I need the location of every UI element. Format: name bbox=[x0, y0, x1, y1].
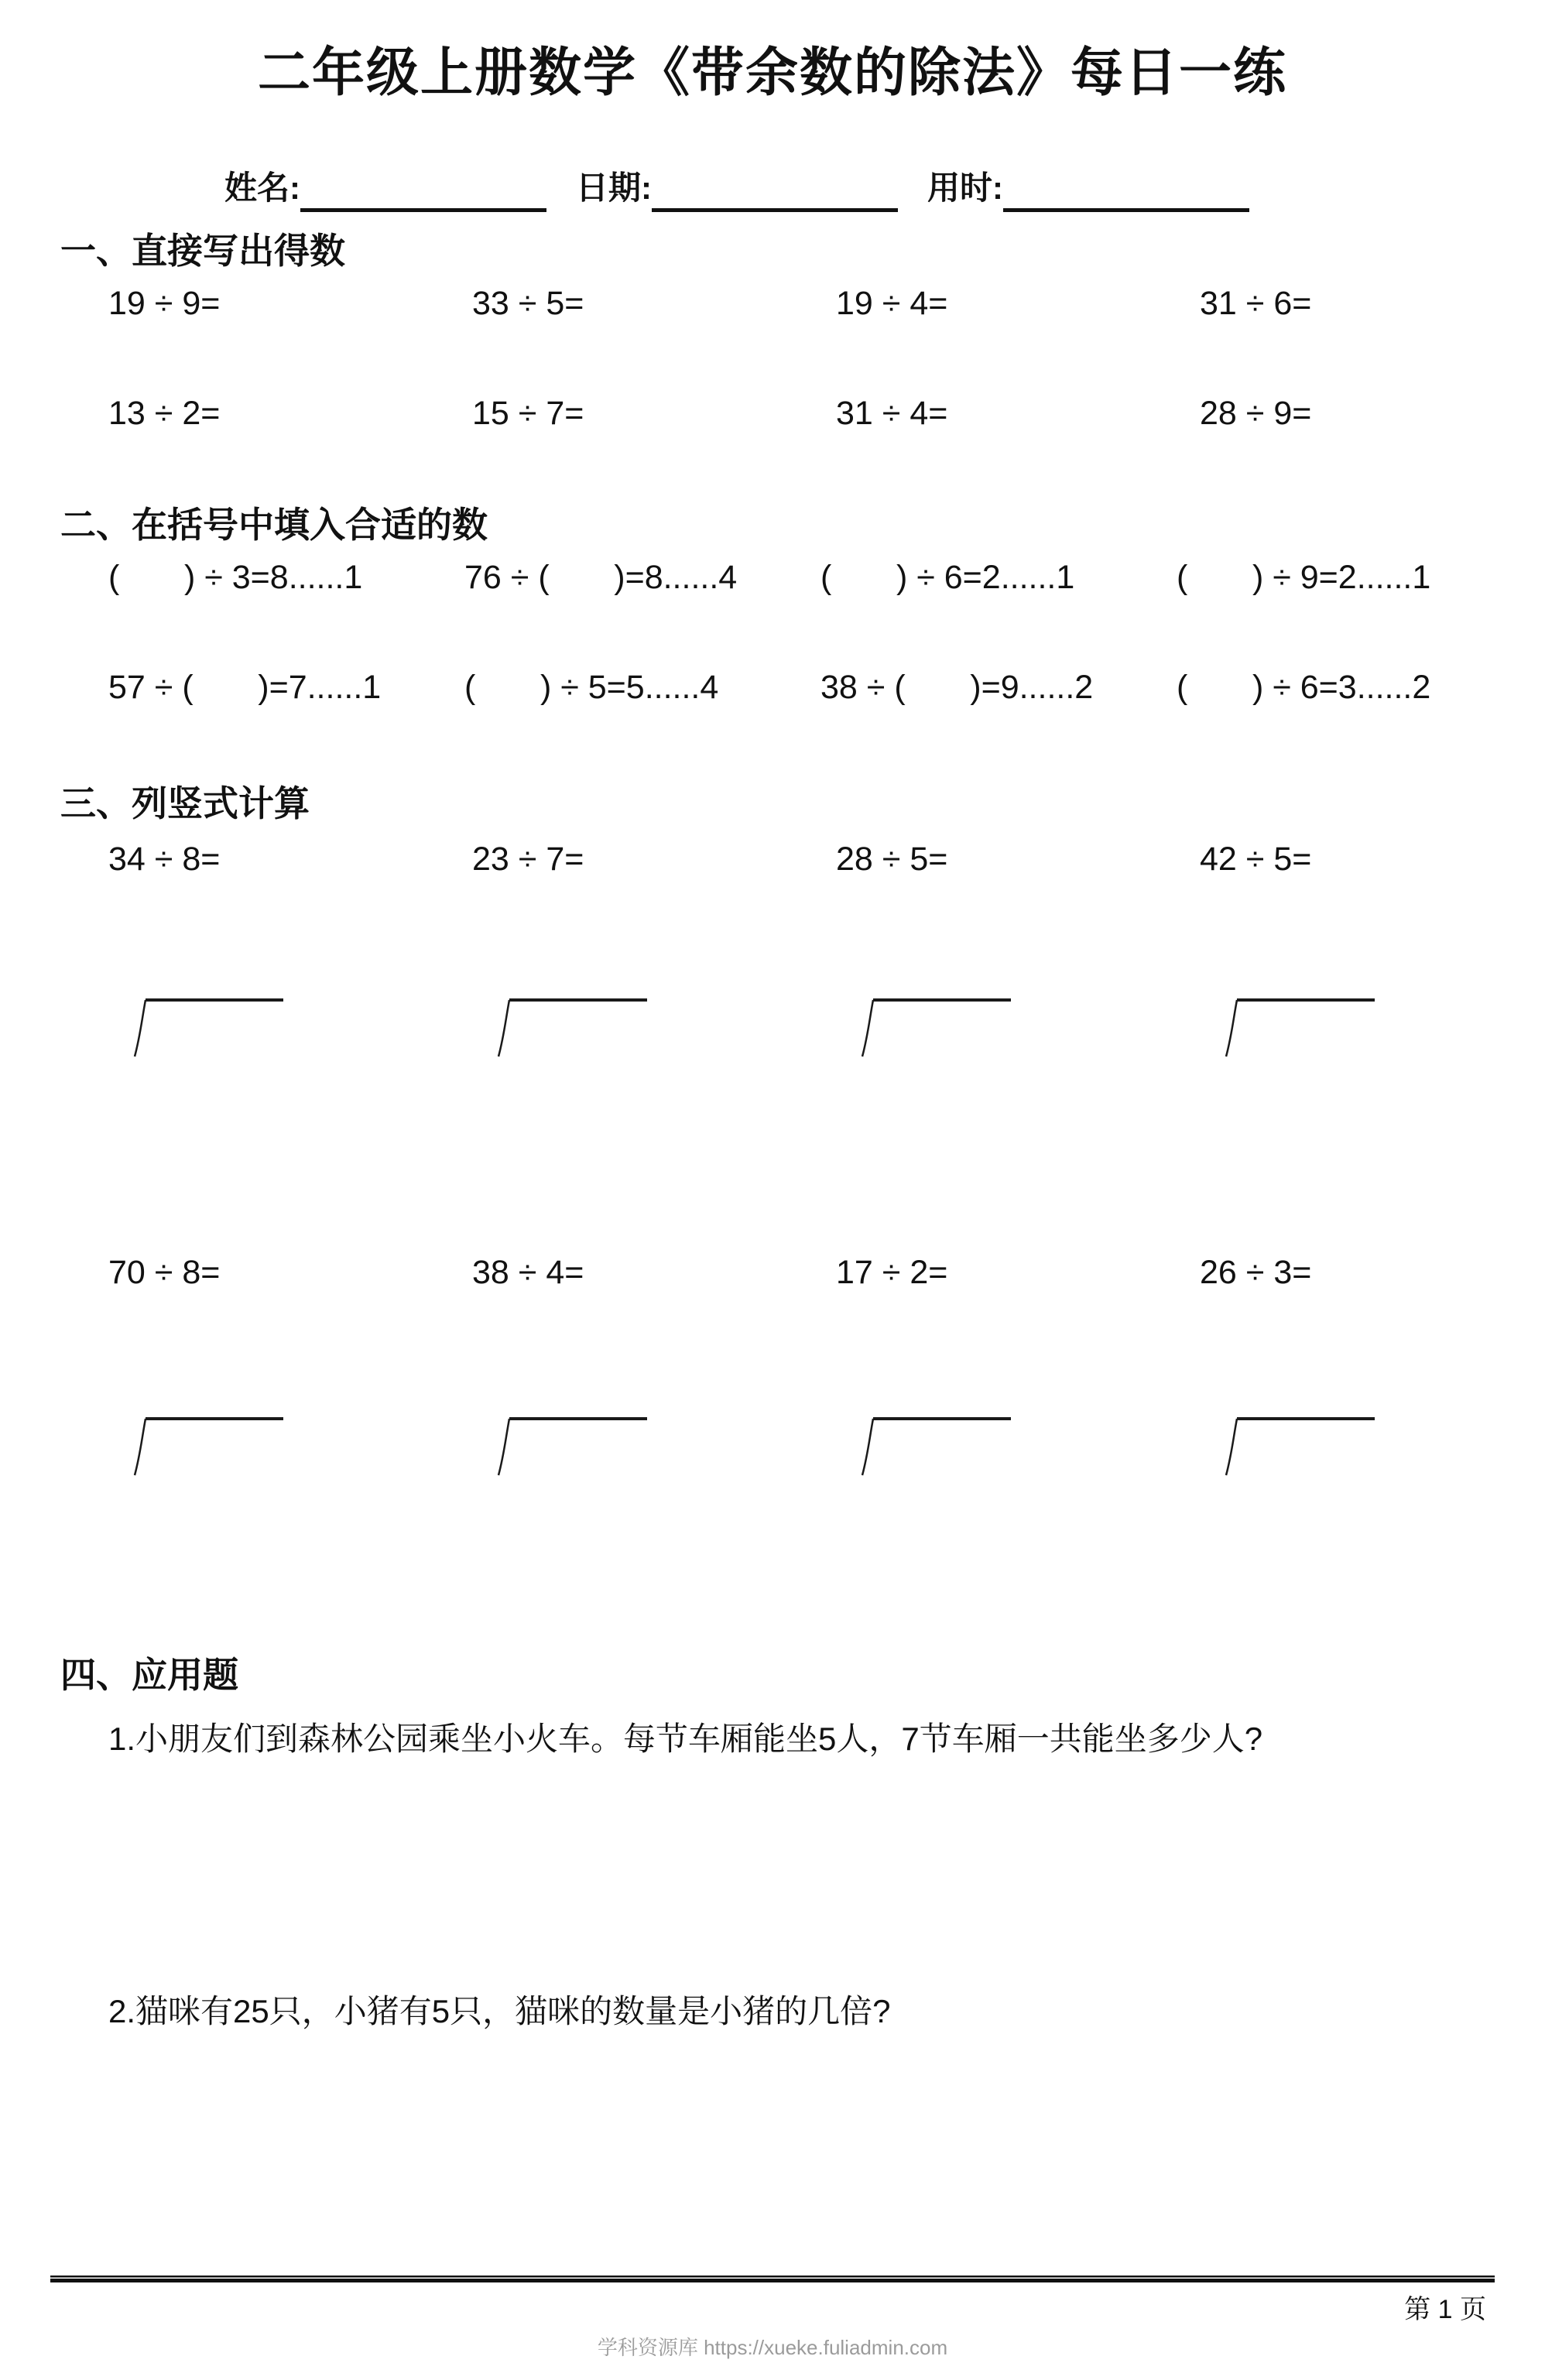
section2-heading: 二、在括号中填入合适的数 bbox=[60, 505, 488, 545]
time-blank-line bbox=[1003, 168, 1249, 212]
section2-row1 bbox=[0, 559, 1545, 596]
equation: 19 ÷ 9= bbox=[108, 285, 221, 322]
fill-blank-equation: ( ) ÷ 9=2......1 bbox=[1177, 559, 1431, 596]
long-division-bracket-icon bbox=[861, 1416, 1012, 1477]
equation: 28 ÷ 9= bbox=[1200, 395, 1312, 432]
long-division-bracket-row1 bbox=[0, 998, 1545, 1058]
section3-row1 bbox=[0, 841, 1545, 878]
fill-blank-equation: 76 ÷ ( )=8......4 bbox=[464, 559, 738, 596]
word-problem-2: 2.猫咪有25只，小猪有5只，猫咪的数量是小猪的几倍? bbox=[108, 1993, 891, 2029]
section1-row1 bbox=[0, 285, 1545, 322]
fill-blank-equation: ( ) ÷ 3=8......1 bbox=[108, 559, 363, 596]
equation: 38 ÷ 4= bbox=[472, 1254, 584, 1291]
student-info-line bbox=[0, 164, 1545, 212]
watermark-text: 学科资源库 https://xueke.fuliadmin.com bbox=[597, 2336, 948, 2359]
equation: 33 ÷ 5= bbox=[472, 285, 584, 322]
date-label: 日期: bbox=[576, 170, 652, 206]
long-division-bracket-icon bbox=[497, 1416, 649, 1477]
equation: 26 ÷ 3= bbox=[1200, 1254, 1312, 1291]
equation: 28 ÷ 5= bbox=[836, 841, 948, 878]
equation: 70 ÷ 8= bbox=[108, 1254, 221, 1291]
name-label: 姓名: bbox=[224, 170, 300, 206]
long-division-bracket-icon bbox=[1225, 998, 1376, 1058]
long-division-bracket-icon bbox=[133, 1416, 285, 1477]
section1-row2 bbox=[0, 395, 1545, 432]
section2-row2 bbox=[0, 669, 1545, 706]
time-label: 用时: bbox=[927, 170, 1003, 206]
equation: 17 ÷ 2= bbox=[836, 1254, 948, 1291]
section4-heading: 四、应用题 bbox=[60, 1655, 238, 1695]
equation: 19 ÷ 4= bbox=[836, 285, 948, 322]
equation: 31 ÷ 4= bbox=[836, 395, 948, 432]
fill-blank-equation: 57 ÷ ( )=7......1 bbox=[108, 669, 382, 706]
footer-divider bbox=[50, 2276, 1495, 2282]
section3-row2 bbox=[0, 1254, 1545, 1291]
section1-heading: 一、直接写出得数 bbox=[60, 231, 345, 271]
fill-blank-equation: 38 ÷ ( )=9......2 bbox=[820, 669, 1094, 706]
long-division-bracket-row2 bbox=[0, 1416, 1545, 1477]
page-number: 第 1 页 bbox=[1404, 2295, 1486, 2324]
long-division-bracket-icon bbox=[133, 998, 285, 1058]
equation: 23 ÷ 7= bbox=[472, 841, 584, 878]
equation: 34 ÷ 8= bbox=[108, 841, 221, 878]
equation: 42 ÷ 5= bbox=[1200, 841, 1312, 878]
name-blank-line bbox=[300, 168, 546, 212]
long-division-bracket-icon bbox=[1225, 1416, 1376, 1477]
date-blank-line bbox=[652, 168, 898, 212]
long-division-bracket-icon bbox=[497, 998, 649, 1058]
word-problem-1: 1.小朋友们到森林公园乘坐小火车。每节车厢能坐5人，7节车厢一共能坐多少人? bbox=[108, 1721, 1263, 1757]
equation: 15 ÷ 7= bbox=[472, 395, 584, 432]
long-division-bracket-icon bbox=[861, 998, 1012, 1058]
page-title: 二年级上册数学《带余数的除法》每日一练 bbox=[257, 43, 1287, 102]
equation: 31 ÷ 6= bbox=[1200, 285, 1312, 322]
fill-blank-equation: ( ) ÷ 6=3......2 bbox=[1177, 669, 1431, 706]
fill-blank-equation: ( ) ÷ 5=5......4 bbox=[464, 669, 719, 706]
equation: 13 ÷ 2= bbox=[108, 395, 221, 432]
section3-heading: 三、列竖式计算 bbox=[60, 783, 310, 824]
fill-blank-equation: ( ) ÷ 6=2......1 bbox=[820, 559, 1075, 596]
